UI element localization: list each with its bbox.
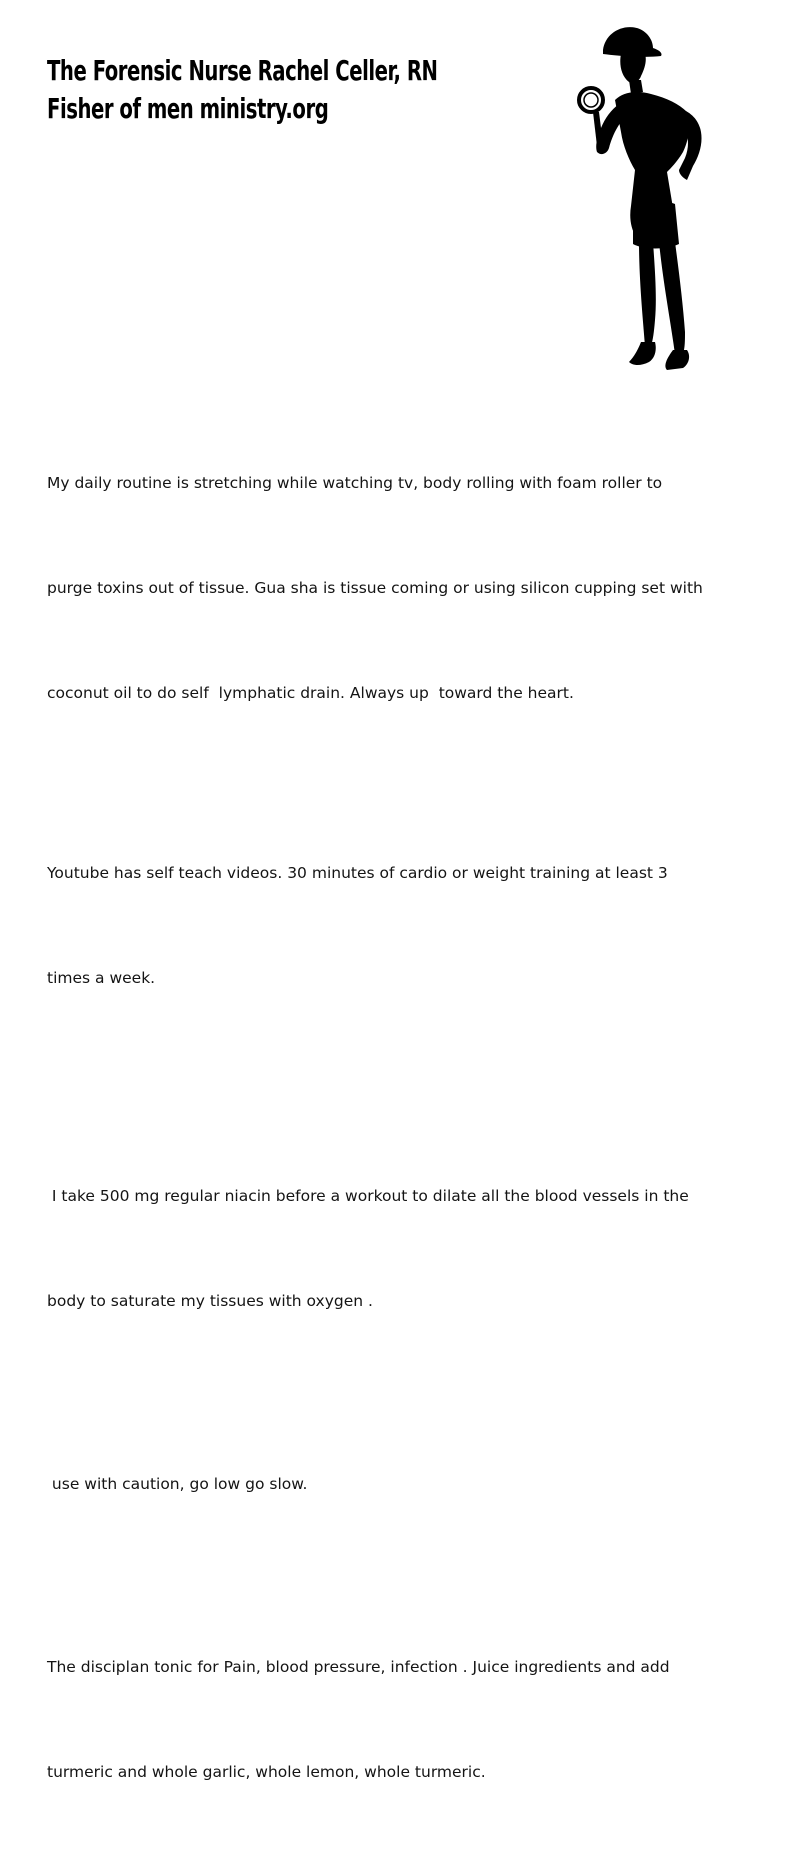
paragraph-caution xyxy=(47,1397,767,1572)
text-line: use with caution, go low go slow. xyxy=(47,1475,308,1493)
text-line: The disciplan tonic for Pain, blood pressure, infection . Juice ingredients and add xyxy=(47,1658,670,1676)
text-line: Youtube has self teach videos. 30 minutes of cardio or weight training at least 3 xyxy=(47,864,668,882)
document-title xyxy=(47,52,547,128)
text-line: body to saturate my tissues with oxygen . xyxy=(47,1292,373,1310)
paragraph-daily-routine xyxy=(47,396,767,781)
paragraph-tonic xyxy=(47,1580,767,1860)
text-line: coconut oil to do self lymphatic drain. Always up toward the heart. xyxy=(47,684,574,702)
text-line: purge toxins out of tissue. Gua sha is tissue coming or using silicon cupping set with xyxy=(47,579,703,597)
body-text xyxy=(47,396,767,1860)
title-line-author: The Forensic Nurse Rachel Celler, RN xyxy=(47,54,438,87)
text-line: My daily routine is stretching while watching tv, body rolling with foam roller to xyxy=(47,474,663,492)
detective-woman-silhouette-icon xyxy=(575,20,740,375)
paragraph-youtube xyxy=(47,786,767,1066)
title-line-website: Fisher of men ministry.org xyxy=(47,92,329,125)
text-line: I take 500 mg regular niacin before a workout to dilate all the blood vessels in the xyxy=(47,1187,689,1205)
text-line: turmeric and whole garlic, whole lemon, whole turmeric. xyxy=(47,1763,486,1781)
paragraph-niacin xyxy=(47,1109,767,1389)
text-line: times a week. xyxy=(47,969,156,987)
